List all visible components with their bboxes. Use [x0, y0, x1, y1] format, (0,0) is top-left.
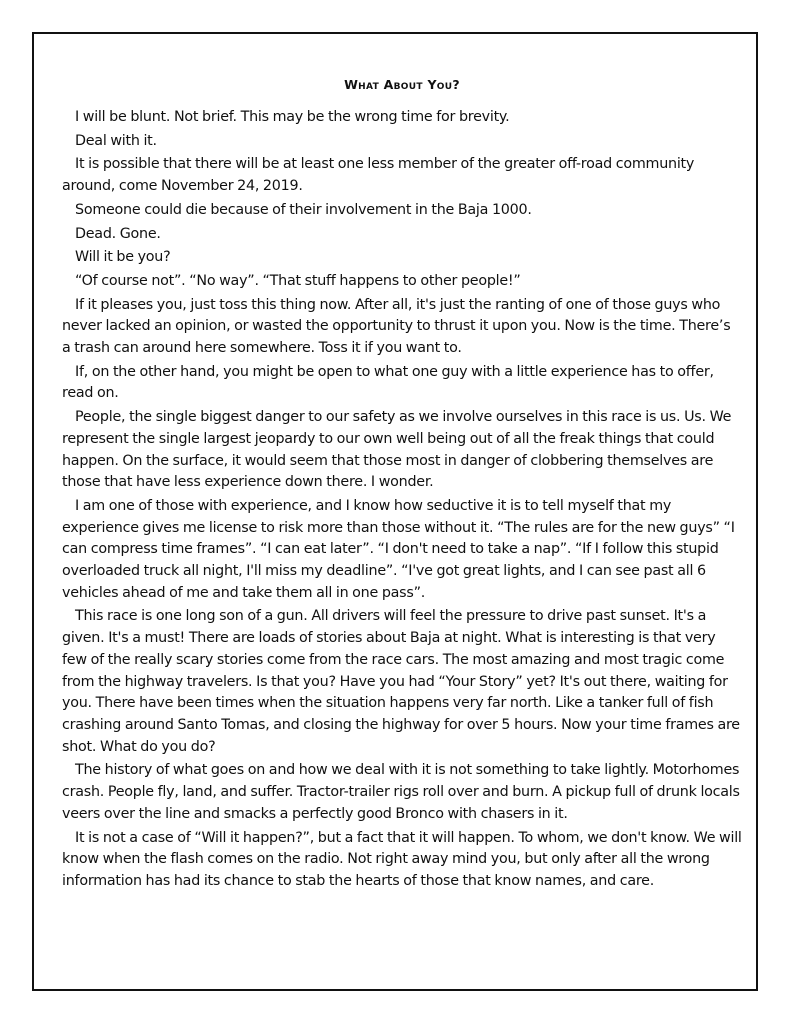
paragraph: Deal with it.: [75, 132, 157, 149]
paragraph: Will it be you?: [75, 249, 171, 266]
paragraph: If it pleases you, just toss this thing now. After all, it's just the ranting of one of those guys who never lacked an opinion, or wasted the opportunity to thrust it upon you. Now is the time. There’s a trash can around here somewhere. Toss it if you want to.: [62, 296, 731, 357]
paragraph: Dead. Gone.: [75, 225, 161, 242]
paragraph: Someone could die because of their involvement in the Baja 1000.: [75, 201, 532, 218]
paragraph: If, on the other hand, you might be open to what one guy with a little experience has to offer, read on.: [62, 363, 714, 402]
paragraph: I am one of those with experience, and I know how seductive it is to tell myself that my experience gives me license to risk more than those without it. “The rules are for the new guys” “I can compress time frames”. “I can eat later”. “I don't need to take a nap”. “If I follow this stupid overloaded truck all night, I'll miss my deadline”. “I've got great lights, and I can see past all 6 vehicles ahead of me and take them all in one pass”.: [62, 497, 735, 601]
document-body: [62, 77, 742, 895]
paragraph: I will be blunt. Not brief. This may be the wrong time for brevity.: [75, 109, 510, 125]
paragraph: It is not a case of “Will it happen?”, but a fact that it will happen. To whom, we don't know. We will know when the flash comes on the radio. Not right away mind you, but only after all the wrong information has had its chance to stab the hearts of those that know names, and care.: [62, 829, 742, 889]
paragraph: The history of what goes on and how we deal with it is not something to take lightly. Motorhomes crash. People fly, land, and suffer. Tractor-trailer rigs roll over and burn. A pickup full of drunk locals veers over the line and smacks a perfectly good Bronco with chasers in it.: [62, 762, 740, 822]
paragraph: People, the single biggest danger to our safety as we involve ourselves in this race is us. Us. We represent the single largest jeopardy to our own well being out of all the freak things that could happen. On the surface, it would seem that those most in danger of clobbering themselves are those that have less experience down there. I wonder.: [62, 409, 732, 491]
document-title: What About You?: [344, 77, 460, 92]
paragraph: “Of course not”. “No way”. “That stuff happens to other people!”: [75, 272, 521, 289]
paragraph: This race is one long son of a gun. All drivers will feel the pressure to drive past sunset. It's a given. It's a must! There are loads of stories about Baja at night. What is interesting is that very few of the really scary stories come from the race cars. The most amazing and most tragic come from the highway travelers. Is that you? Have you had “Your Story” yet? It's out there, waiting for you. There have been times when the situation happens very far north. Like a tanker full of fish crashing around Santo Tomas, and closing the highway for over 5 hours. Now your time frames are shot. What do you do?: [62, 608, 740, 755]
paragraph: It is possible that there will be at least one less member of the greater off-road community around, come November 24, 2019.: [62, 156, 695, 195]
